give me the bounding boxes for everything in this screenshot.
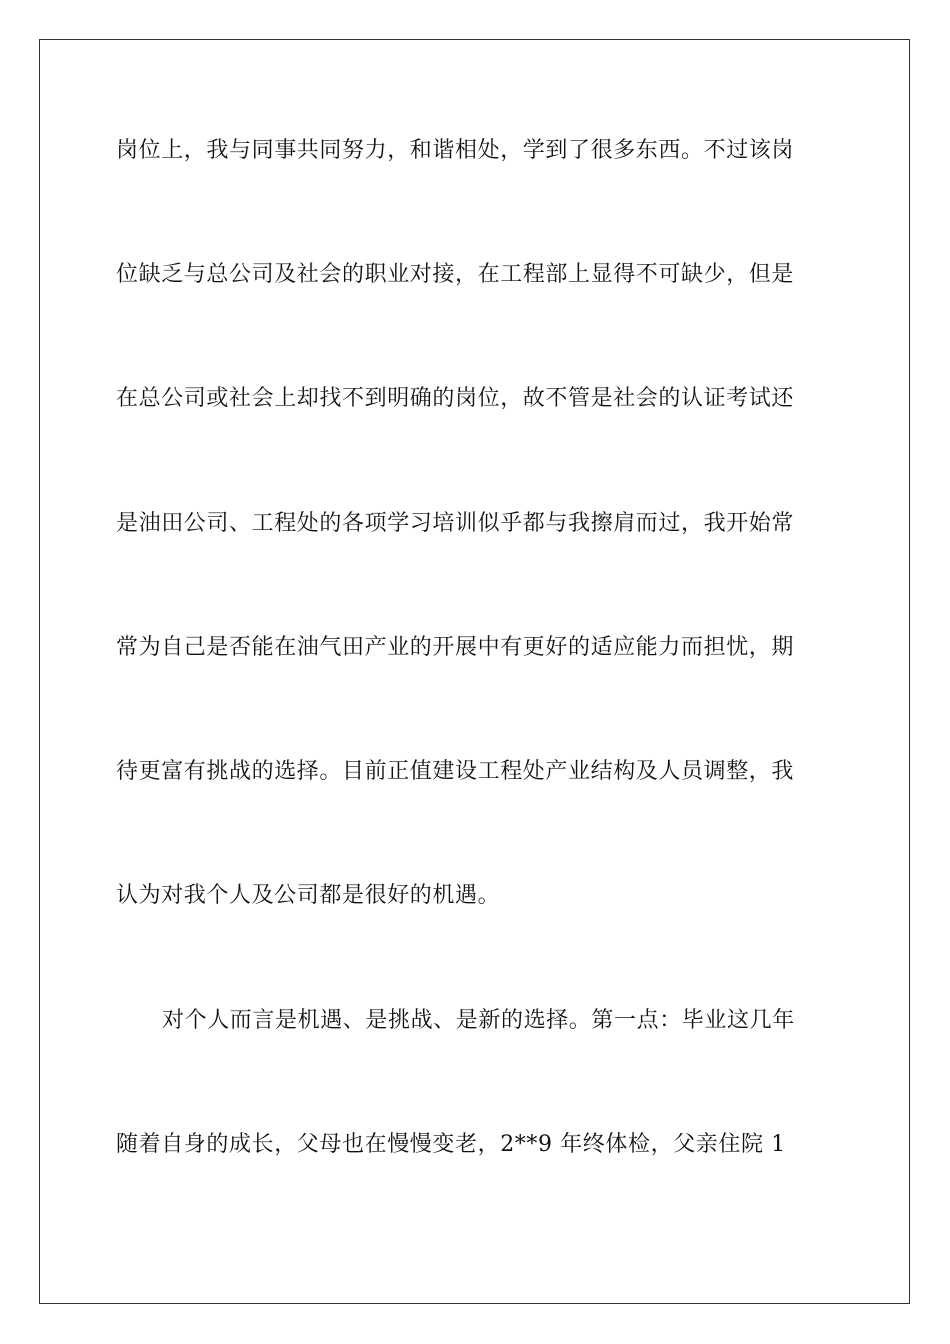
body-text-line: 随着自身的成长，父母也在慢慢变老，2**9 年终体检，父亲住院 1 <box>116 1132 786 1157</box>
body-text-line: 位缺乏与总公司及社会的职业对接，在工程部上显得不可缺少，但是 <box>116 262 795 287</box>
body-text-line: 待更富有挑战的选择。目前正值建设工程处产业结构及人员调整，我 <box>116 759 795 784</box>
body-text-line: 是油田公司、工程处的各项学习培训似乎都与我擦肩而过，我开始常 <box>116 511 795 536</box>
paragraph-first-line: 对个人而言是机遇、是挑战、是新的选择。第一点：毕业这几年 <box>162 1008 795 1033</box>
body-text-line: 常为自己是否能在油气田产业的开展中有更好的适应能力而担忧，期 <box>116 635 795 660</box>
body-text-line: 在总公司或社会上却找不到明确的岗位，故不管是社会的认证考试还 <box>116 386 795 411</box>
page-border <box>39 39 910 1304</box>
body-text-line: 认为对我个人及公司都是很好的机遇。 <box>116 883 501 908</box>
body-text-line: 岗位上，我与同事共同努力，和谐相处，学到了很多东西。不过该岗 <box>116 138 795 163</box>
